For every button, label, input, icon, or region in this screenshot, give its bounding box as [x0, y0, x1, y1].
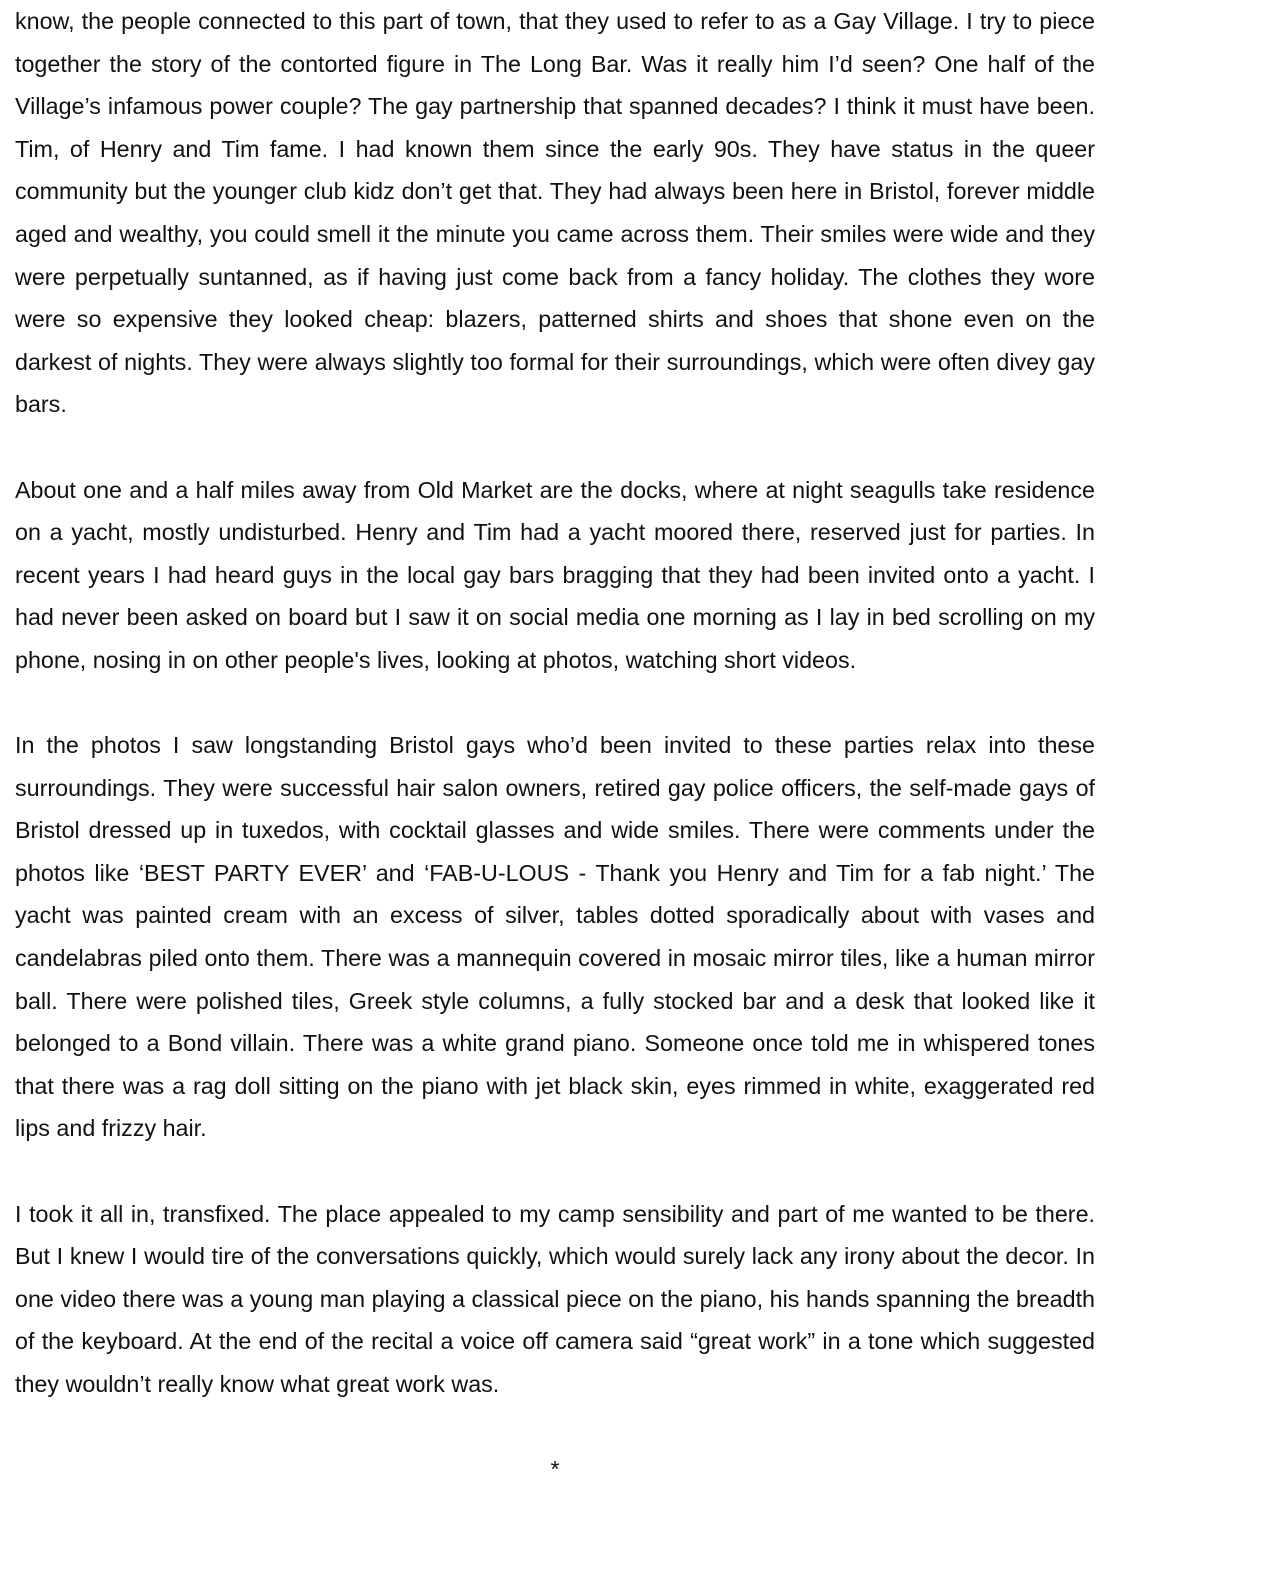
paragraph-4: I took it all in, transfixed. The place appealed to my camp sensibility and part of me wanted to be there. But I knew I would tire of the conversations quickly, which would surely lack any irony about the decor. In one video there was a young man playing a classical piece on the piano, his hands spanning the breadth of the keyboard. At the end of the recital a voice off camera said “great work” in a tone which suggested they wouldn’t really know what great work was. [15, 1200, 1095, 1397]
paragraph-1: know, the people connected to this part of town, that they used to refer to as a Gay Village. I try to piece together the story of the contorted figure in The Long Bar. Was it really him I’d seen? One half of the Village’s infamous power couple? The gay partnership that spanned decades? I think it must have been. Tim, of Henry and Tim fame. I had known them since the early 90s. They have status in the queer community but the younger club kidz don’t get that. They had always been here in Bristol, forever middle aged and wealthy, you could smell it the minute you came across them. Their smiles were wide and they were perpetually suntanned, as if having just come back from a fancy holiday. The clothes they wore were so expensive they looked cheap: blazers, patterned shirts and shoes that shone even on the darkest of nights. They were always slightly too formal for their surroundings, which were often divey gay bars. [15, 8, 1095, 418]
paragraph-2: About one and a half miles away from Old Market are the docks, where at night seagulls take residence on a yacht, mostly undisturbed. Henry and Tim had a yacht moored there, reserved just for parties. In recent years I had heard guys in the local gay bars bragging that they had been invited onto a yacht. I had never been asked on board but I saw it on social media one morning as I lay in bed scrolling on my phone, nosing in on other people's lives, looking at photos, watching short videos. [15, 476, 1095, 673]
paragraph-3: In the photos I saw longstanding Bristol gays who’d been invited to these parties relax into these surroundings. They were successful hair salon owners, retired gay police officers, the self-made gays of Bristol dressed up in tuxedos, with cocktail glasses and wide smiles. There were comments under the photos like ‘BEST PARTY EVER’ and ‘FAB-U-LOUS - Thank you Henry and Tim for a fab night.’ The yacht was painted cream with an excess of silver, tables dotted sporadically about with vases and candelabras piled onto them. There was a mannequin covered in mosaic mirror tiles, like a human mirror ball. There were polished tiles, Greek style columns, a fully stocked bar and a desk that looked like it belonged to a Bond villain. There was a white grand piano. Someone once told me in whispered tones that there was a rag doll sitting on the piano with jet black skin, eyes rimmed in white, exaggerated red lips and frizzy hair. [15, 732, 1095, 1142]
paragraph-gap [15, 1150, 1095, 1193]
section-separator: * [550, 1455, 560, 1482]
document-page [15, 0, 1095, 1490]
paragraph-gap [15, 682, 1095, 725]
paragraph-gap [15, 426, 1095, 469]
